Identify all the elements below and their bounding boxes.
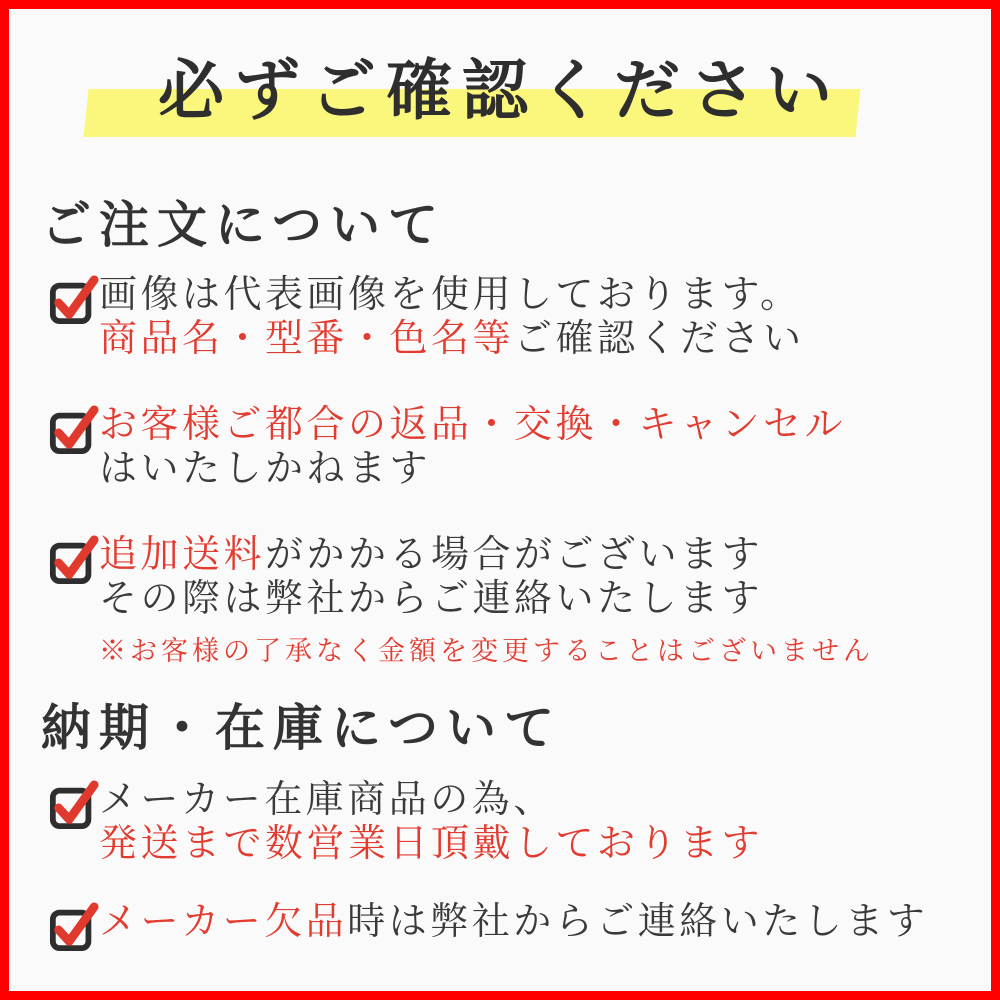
notice-text: 画像は代表画像を使用しております。	[99, 274, 802, 316]
notice-item-text	[99, 273, 805, 361]
notice-text: がかかる場合がございます	[265, 534, 764, 576]
checkbox-red-check-icon	[49, 534, 99, 586]
notice-item-text	[99, 900, 928, 944]
notice-item-representative-image	[49, 273, 981, 361]
checkbox-red-check-icon	[49, 779, 99, 831]
notice-text-emphasis: 追加送料	[99, 534, 266, 576]
notice-item-maker-stock	[49, 778, 981, 866]
notice-text-emphasis: 発送まで数営業日頂戴しております	[99, 823, 764, 865]
notice-text-emphasis: 商品名・型番・色名等	[99, 318, 515, 360]
notice-text-emphasis: メーカー欠品	[99, 901, 348, 943]
checkbox-red-check-icon	[49, 901, 99, 953]
orders-item-list	[49, 273, 981, 668]
notice-item-text	[99, 403, 846, 491]
section-heading-stock: 納期・在庫について	[41, 700, 562, 756]
notice-item-maker-shortage	[49, 900, 981, 953]
notice-footnote: ※お客様の了承なく金額を変更することはございません	[99, 636, 874, 666]
stock-item-list	[49, 778, 981, 953]
notice-item-extra-shipping	[49, 533, 981, 668]
notice-item-returns	[49, 403, 981, 491]
notice-text-emphasis: お客様ご都合の返品・交換・キャンセル	[99, 404, 847, 446]
section-heading-orders: ご注文について	[41, 197, 446, 253]
notice-item-text	[99, 533, 874, 668]
notice-text: ご確認ください	[514, 318, 805, 360]
notice-text: はいたしかねます	[99, 448, 432, 490]
checkbox-red-check-icon	[49, 274, 99, 326]
banner-title-row	[9, 45, 991, 145]
notice-text: メーカー在庫商品の為、	[99, 779, 555, 821]
page-title: 必ずご確認ください	[158, 55, 842, 128]
notice-text: その際は弊社からご連絡いたします	[99, 578, 764, 620]
notice-item-text	[99, 778, 763, 866]
checkbox-red-check-icon	[49, 404, 99, 456]
notice-text: 時は弊社からご連絡いたします	[347, 901, 929, 943]
